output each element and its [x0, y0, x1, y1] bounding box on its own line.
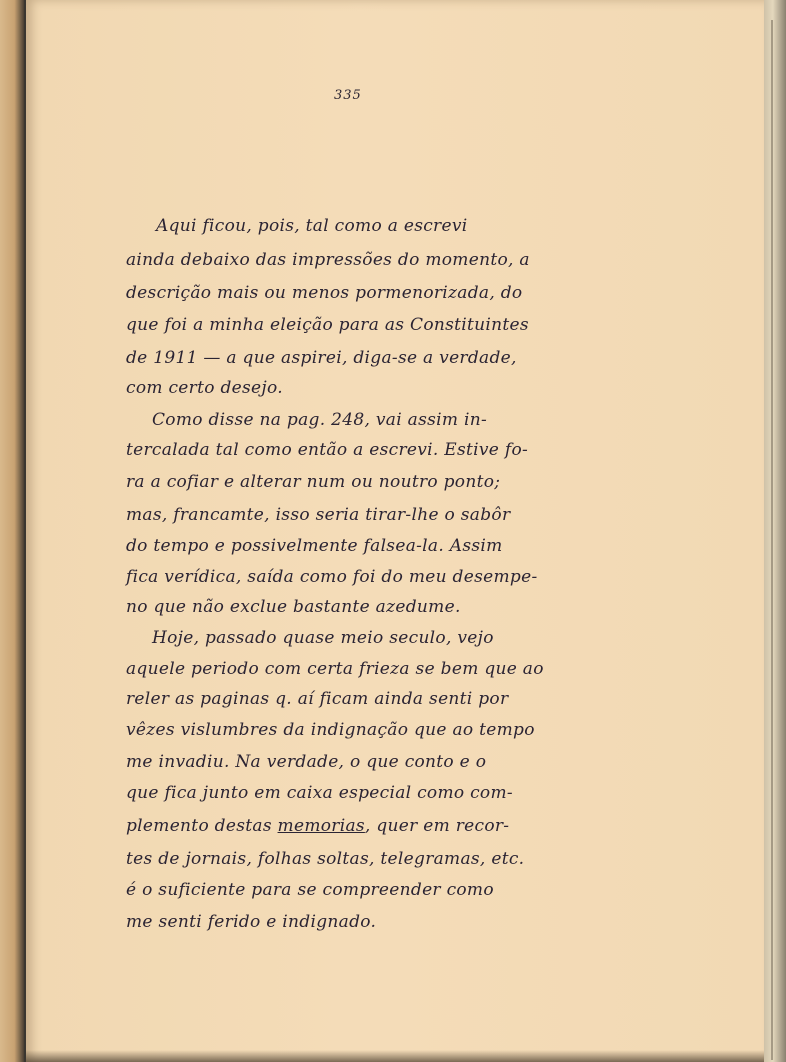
text-line: descrição mais ou menos pormenorizada, do	[126, 283, 523, 303]
text-line: fica verídica, saída como foi do meu desempe-	[126, 567, 538, 587]
text-line: ra a cofiar e alterar num ou noutro ponto;	[126, 472, 501, 492]
text-line: no que não exclue bastante azedume.	[126, 597, 461, 617]
handwritten-text	[26, 0, 766, 1062]
text-segment: plemento destas	[126, 816, 278, 836]
text-line: que foi a minha eleição para as Constituintes	[126, 315, 529, 335]
text-line: me invadiu. Na verdade, o que conto e o	[126, 752, 487, 772]
text-line: aquele periodo com certa frieza se bem que ao	[126, 659, 544, 679]
text-line: Como disse na pag. 248, vai assim in-	[152, 410, 488, 430]
text-segment: , quer em recor-	[364, 816, 510, 836]
text-line: com certo desejo.	[126, 378, 283, 398]
text-line: ainda debaixo das impressões do momento, a	[126, 250, 530, 270]
text-line: do tempo e possivelmente falsea-la. Assim	[126, 536, 503, 556]
text-line: me senti ferido e indignado.	[126, 912, 377, 932]
text-line-memorias	[126, 816, 509, 836]
underlined-word: memorias	[277, 816, 365, 836]
text-line: tes de jornais, folhas soltas, telegramas, etc.	[126, 849, 525, 869]
manuscript-page	[26, 0, 766, 1062]
text-line: Hoje, passado quase meio seculo, vejo	[152, 628, 494, 648]
text-line: que fica junto em caixa especial como com-	[126, 783, 513, 803]
text-line: é o suficiente para se compreender como	[126, 880, 494, 900]
page-stack-edge	[764, 0, 786, 1062]
text-line: Aqui ficou, pois, tal como a escrevi	[156, 216, 468, 236]
text-line: tercalada tal como então a escrevi. Estive fo-	[126, 440, 529, 460]
facing-page-edge	[0, 0, 24, 1062]
text-line: reler as paginas q. aí ficam ainda senti por	[126, 689, 509, 709]
page-number: 335	[334, 88, 362, 103]
text-line: vêzes vislumbres da indignação que ao tempo	[126, 720, 535, 740]
text-line: mas, francamte, isso seria tirar-lhe o sabôr	[126, 505, 511, 525]
text-line: de 1911 — a que aspirei, diga-se a verdade,	[126, 348, 517, 368]
